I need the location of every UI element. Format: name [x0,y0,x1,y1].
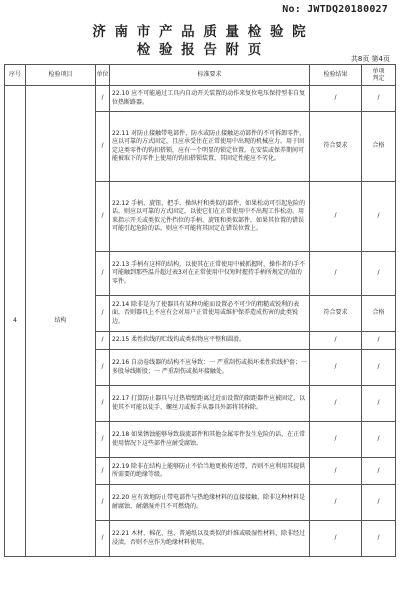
table-row [5,86,396,112]
requirement-cell: 22.21 木材、棉花、丝、普通纸以及类似的纤维或吸湿性材料，除非经过浸渍，否则不应作为绝缘材料使用。 [110,521,310,557]
result-cell: / [310,458,362,485]
result-cell: / [310,182,362,252]
col-header-result: 检验结果 [310,65,362,86]
verdict-cell: 合格 [362,296,396,332]
unit-cell: / [96,386,110,422]
col-header-verdict: 单项 判定 [362,65,396,86]
unit-cell: / [96,332,110,350]
result-cell: / [310,386,362,422]
unit-cell: / [96,485,110,521]
unit-cell: / [96,182,110,252]
result-cell: / [310,252,362,296]
verdict-cell: / [362,521,396,557]
item-cell: 结构 [26,86,96,557]
result-cell: / [310,422,362,458]
page-counter: 共8页 第4页 [350,55,390,63]
requirement-cell: 22.20 应有效地防止带电部件与热绝缘材料的直接接触，除非这种材料是耐腐蚀、耐潮湿并且不可燃烧的。 [110,485,310,521]
unit-cell: / [96,112,110,182]
unit-cell: / [96,350,110,386]
result-cell: / [310,332,362,350]
requirement-cell: 22.15 柔性软线的贮线钩或类似物应平整和圆滑。 [110,332,310,350]
requirement-cell: 22.13 手柄有这样的结构，以使其在正常使用中被抓握时，操作者的手不可能触到那些温升超过表3对在正常使用中仅短时握持手柄所规定的值的零件。 [110,252,310,296]
unit-cell: / [96,458,110,485]
verdict-cell: / [362,182,396,252]
institute-title: 济 南 市 产 品 质 量 检 验 院 [92,24,308,40]
unit-cell: / [96,422,110,458]
requirement-cell: 22.14 除非是为了使器具有某种功能而设置必不可少的粗糙或锐利的表面，否则器具上不应有会对用户正常使用或维护保养造成伤害的此类锐边。 [110,296,310,332]
col-header-requirement: 标准要求 [110,65,310,86]
seq-cell: 4 [5,86,26,557]
verdict-cell: 合格 [362,112,396,182]
unit-cell: / [96,86,110,112]
verdict-cell: / [362,485,396,521]
col-header-item: 检验项目 [26,65,96,86]
result-cell: / [310,350,362,386]
col-header-seq: 序号 [5,65,26,86]
verdict-cell: / [362,458,396,485]
unit-cell: / [96,252,110,296]
unit-cell: / [96,296,110,332]
verdict-cell: / [362,332,396,350]
inspection-table [4,64,396,557]
result-cell: / [310,521,362,557]
requirement-cell: 22.16 自动卷线器的结构不应导致：一 严重刮伤或损坏柔性软线护套；一 多股导线断股；一 严重刮伤或损坏接触处。 [110,350,310,386]
result-cell: 符合要求 [310,112,362,182]
verdict-cell: / [362,252,396,296]
requirement-cell: 22.19 除非在结构上能够防止不恰当地更换传送带，否则不应利用其提供所需要的绝缘等级。 [110,458,310,485]
result-cell: / [310,86,362,112]
requirement-cell: 22.17 打算防止器具与过热墙壁距离过近而设置的限距器件应被固定，以使其不可能以徒手、螺丝刀或扳手从器具外部将其拆除。 [110,386,310,422]
requirement-cell: 22.18 如果锈蚀能够导致载流部件和其他金属零件发生危险的话，在正常使用情况下这些部件应耐受腐蚀。 [110,422,310,458]
table-header-row [5,65,396,86]
page-title: 检 验 报 告 附 页 [136,42,264,58]
result-cell: / [310,485,362,521]
requirement-cell: 22.12 手柄、旋钮、把手、操纵杆和类似的部件，如果松动可引起危险的话，则应以可靠的方式固定，以使它们在正常使用中不出现工作松动。用来指示开关或类似元件挡位的手柄、旋钮和类似部件，如果其位置的错误可能引起危险的话，则应不可能将其固定在错误位置上。 [110,182,310,252]
result-cell: 符合要求 [310,296,362,332]
report-number: No: JWTDQ20180027 [282,4,388,15]
unit-cell: / [96,521,110,557]
requirement-cell: 22.11 对防止接触带电部件、防水或防止接触运动部件的不可拆卸零件，应以可靠的方式固定，且应承受住在正常使用中出现的机械应力。用于固定这类零件的钩扣搭锁，应有一个明显的锁定位置。在安装或保养期间可能被取下的零件上使用的钩扣搭锁装置，其固定性能应不劣化。 [110,112,310,182]
verdict-cell: / [362,386,396,422]
requirement-cell: 22.10 应不可能通过工具内自动开关装置的动作来复位电压保持型非自复位热断路器。 [110,86,310,112]
col-header-unit: 单位 [96,65,110,86]
verdict-cell: / [362,422,396,458]
verdict-cell: / [362,350,396,386]
verdict-cell: / [362,86,396,112]
